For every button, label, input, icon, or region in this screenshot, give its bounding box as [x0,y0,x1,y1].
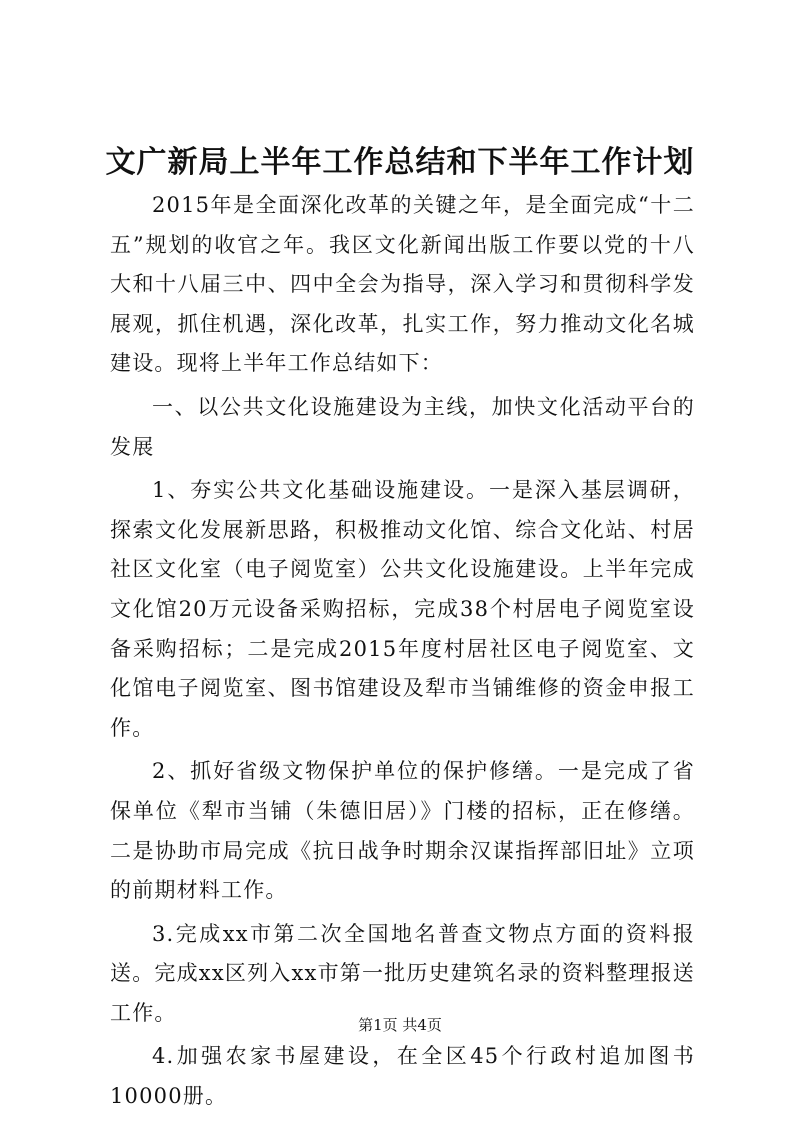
paragraph-item-3: 3.完成xx市第二次全国地名普查文物点方面的资料报送。完成xx区列入xx市第一批历史建筑名录的资料整理报送工作。 [110,921,695,1025]
paragraph-intro: 2015年是全面深化改革的关键之年，是全面完成“十二五”规划的收官之年。我区文化新闻出版工作要以党的十八大和十八届三中、四中全会为指导，深入学习和贯彻科学发展观，抓住机遇，深化改革，扎实工作，努力推动文化名城建设。现将上半年工作总结如下： [110,193,695,376]
paragraph-item-4: 4.加强农家书屋建设，在全区45个行政村追加图书10000册。 [110,1044,695,1109]
document-title: 文广新局上半年工作总结和下半年工作计划 [105,145,695,180]
page-number-footer: 第1页 共4页 [358,1016,442,1034]
section-heading-1: 一、以公共文化设施建设为主线，加快文化活动平台的发展 [110,394,695,459]
document-body [110,186,695,1121]
paragraph-item-2: 2、抓好省级文物保护单位的保护修缮。一是完成了省保单位《犁市当铺（朱德旧居）》门楼的招标，正在修缮。二是协助市局完成《抗日战争时期余汉谋指挥部旧址》立项的前期材料工作。 [110,759,695,903]
paragraph-item-1: 1、夯实公共文化基础设施建设。一是深入基层调研，探索文化发展新思路，积极推动文化馆、综合文化站、村居社区文化室（电子阅览室）公共文化设施建设。上半年完成文化馆20万元设备采购招标，完成38个村居电子阅览室设备采购招标；二是完成2015年度村居社区电子阅览室、文化馆电子阅览室、图书馆建设及犁市当铺维修的资金申报工作。 [110,478,695,740]
